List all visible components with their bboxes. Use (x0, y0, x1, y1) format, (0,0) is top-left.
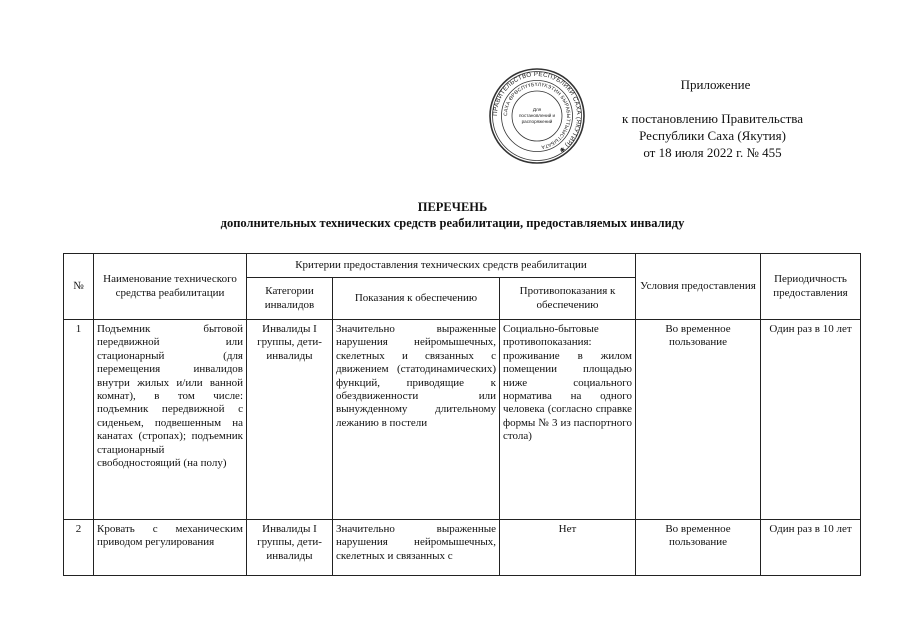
cell-num: 2 (64, 520, 94, 576)
appendix-line: от 18 июля 2022 г. № 455 (643, 145, 782, 160)
cell-categories: Инвалиды I группы, дети-инвалиды (247, 520, 333, 576)
cell-name: Кровать с механическим приводом регулирования (94, 520, 247, 576)
table-row (64, 520, 861, 576)
cell-categories: Инвалиды I группы, дети-инвалиды (247, 320, 333, 520)
header-categories: Категории инвалидов (247, 278, 333, 320)
header-indications: Показания к обеспечению (333, 278, 500, 320)
cell-conditions: Во временное пользование (636, 520, 761, 576)
appendix-block (540, 76, 885, 161)
svg-text:ПРАВИТЕЛЬСТВО РЕСПУБЛИКИ САХА: ПРАВИТЕЛЬСТВО РЕСПУБЛИКИ САХА (ЯКУТИЯ) ✱ (491, 70, 583, 154)
table-header-row (64, 254, 861, 278)
cell-indications: Значительно выраженные нарушения нейромышечных, скелетных и связанных с (333, 520, 500, 576)
header-criteria: Критерии предоставления технических средств реабилитации (247, 254, 636, 278)
cell-contraindications: Нет (500, 520, 636, 576)
document-subheading: дополнительных технических средств реабилитации, предоставляемых инвалиду (220, 216, 685, 230)
rehab-means-table (63, 253, 861, 576)
document-title (60, 199, 845, 231)
document-heading: ПЕРЕЧЕНЬ (417, 200, 488, 214)
header-periodicity: Периодичность предоставления (761, 254, 861, 320)
cell-conditions: Во временное пользование (636, 320, 761, 520)
svg-text:постановлений и: постановлений и (518, 113, 556, 118)
appendix-title: Приложение (680, 77, 751, 92)
cell-periodicity: Один раз в 10 лет (761, 320, 861, 520)
svg-text:распоряжений: распоряжений (521, 119, 553, 124)
header-conditions: Условия предоставления (636, 254, 761, 320)
header-num: № (64, 254, 94, 320)
cell-indications: Значительно выраженные нарушения нейромышечных, скелетных и связанных с движением (статодинамических) функций, приводящие к обездвиженности или вынужденному длительному лежанию в постели (333, 320, 500, 520)
cell-name: Подъемник бытовой передвижной или стационарный (для перемещения инвалидов внутри жилых и/или ванной комнат), в том числе: подъемник передвижной с сиденьем, подвешенным на канатах (стропах); подъемник стационарный свободностоящий (на полу) (94, 320, 247, 520)
header-contraindications: Противопоказания к обеспечению (500, 278, 636, 320)
appendix-line: к постановлению Правительства (621, 111, 804, 126)
appendix-line: Республики Саха (Якутия) (639, 128, 786, 143)
header-name: Наименование технического средства реабилитации (94, 254, 247, 320)
cell-num: 1 (64, 320, 94, 520)
cell-contraindications: Социально-бытовые противопоказания: проживание в жилом помещении площадью ниже социального норматива на одного человека (согласно справке формы № 3 из паспортного стола) (500, 320, 636, 520)
table-row (64, 320, 861, 520)
svg-text:САХА ӨРӨСПҮҮБҮЛҮКЭТИН БЫРАБЫТТ: САХА ӨРӨСПҮҮБҮЛҮКЭТИН БЫРАБЫТТЫЫСТЫБАТА (502, 81, 572, 150)
cell-periodicity: Один раз в 10 лет (761, 520, 861, 576)
svg-text:Для: Для (532, 107, 542, 112)
